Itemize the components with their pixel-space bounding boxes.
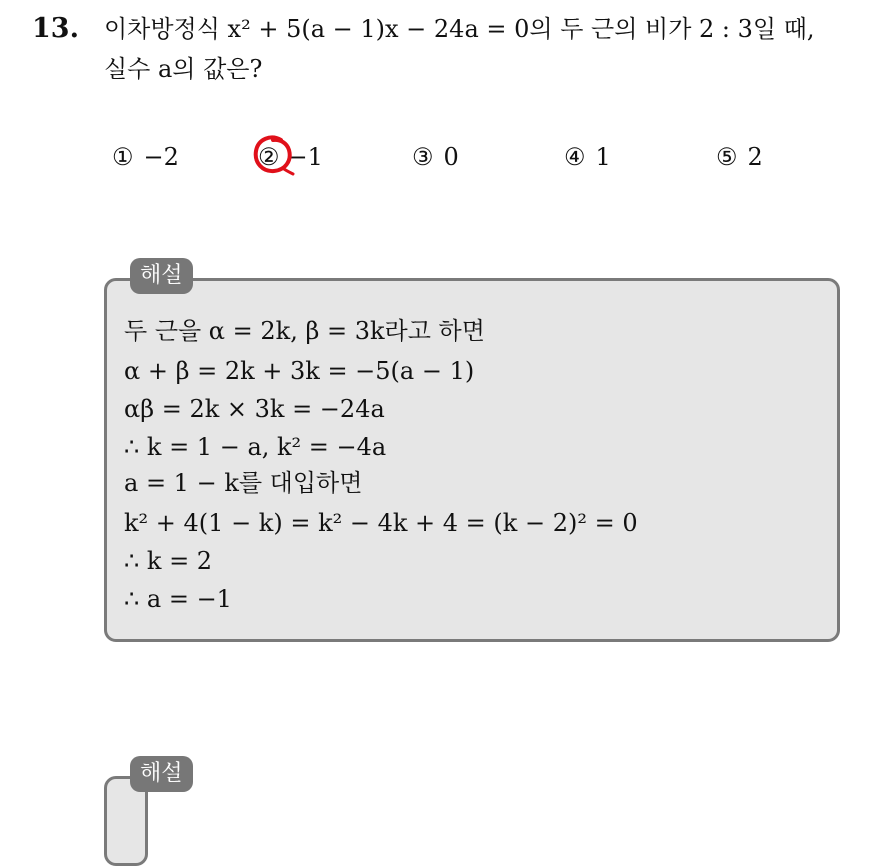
- solution-line-4: ∴ k = 1 − a, k² = −4a: [124, 433, 387, 461]
- choice-5-value: 2: [747, 143, 763, 171]
- solution-line-5: a = 1 − k를 대입하면: [124, 469, 363, 497]
- solution-line-7: ∴ k = 2: [124, 547, 213, 575]
- choice-3-mark: ③: [412, 143, 434, 171]
- solution-line-1: 두 근을 α = 2k, β = 3k라고 하면: [124, 317, 485, 345]
- choice-1-value: −2: [143, 143, 179, 171]
- selection-circle-icon: [251, 133, 295, 177]
- choice-1-mark: ①: [112, 143, 134, 171]
- solution-line-2: α + β = 2k + 3k = −5(a − 1): [124, 357, 475, 385]
- question-text-line2: 실수 a의 값은?: [104, 55, 263, 83]
- choice-2-mark: ②: [258, 143, 280, 171]
- choice-4-value: 1: [595, 143, 611, 171]
- question-text-line1: 이차방정식 x² + 5(a − 1)x − 24a = 0의 두 근의 비가 2 : 3일 때,: [104, 15, 815, 43]
- solution-tag: 해설: [130, 258, 193, 294]
- solution-line-6: k² + 4(1 − k) = k² − 4k + 4 = (k − 2)² = 0: [124, 509, 638, 537]
- choice-3-value: 0: [443, 143, 459, 171]
- choice-4-mark: ④: [564, 143, 586, 171]
- solution-line-8: ∴ a = −1: [124, 585, 232, 613]
- choice-2-value: −1: [287, 143, 323, 171]
- choice-5[interactable]: [716, 140, 763, 174]
- choice-4[interactable]: [564, 140, 611, 174]
- solution-tag-2: 해설: [130, 756, 193, 792]
- choice-5-mark: ⑤: [716, 143, 738, 171]
- choice-3[interactable]: [412, 140, 459, 174]
- choice-1[interactable]: [112, 140, 179, 174]
- question-number: 13.: [32, 13, 79, 44]
- solution-line-3: αβ = 2k × 3k = −24a: [124, 395, 385, 423]
